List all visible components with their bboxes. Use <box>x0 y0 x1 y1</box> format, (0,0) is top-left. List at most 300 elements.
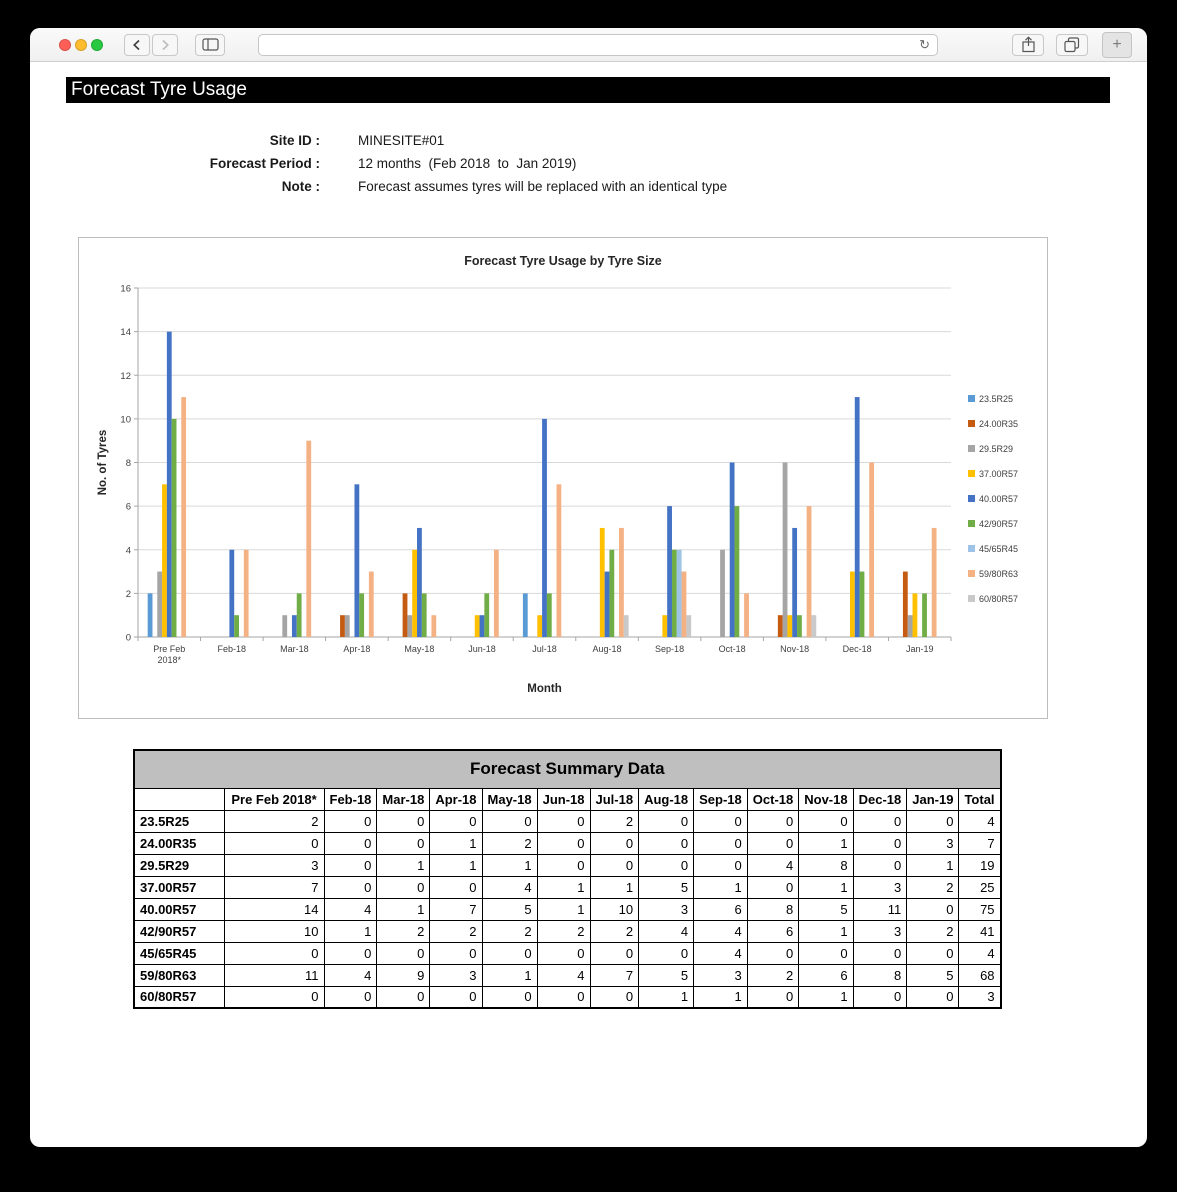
total-cell: 7 <box>959 832 1001 854</box>
svg-text:Apr-18: Apr-18 <box>343 644 371 654</box>
bar <box>403 593 408 637</box>
bar <box>475 615 480 637</box>
value-cell: 5 <box>639 964 694 986</box>
svg-text:8: 8 <box>125 458 131 469</box>
bar <box>547 593 552 637</box>
bar <box>523 593 528 637</box>
bar <box>922 593 927 637</box>
value-cell: 3 <box>639 898 694 920</box>
total-cell: 19 <box>959 854 1001 876</box>
value-cell: 0 <box>430 876 482 898</box>
table-row <box>134 898 1001 920</box>
value-cell: 0 <box>324 876 377 898</box>
column-header: Total <box>959 788 1001 810</box>
bar <box>148 593 153 637</box>
legend-label: 45/65R45 <box>979 544 1019 554</box>
value-cell: 0 <box>482 810 537 832</box>
share-button[interactable] <box>1012 34 1044 56</box>
bar <box>855 397 860 637</box>
value-cell: 0 <box>907 898 959 920</box>
svg-text:2: 2 <box>125 588 131 600</box>
value-cell: 0 <box>853 942 907 964</box>
legend-swatch <box>968 520 975 527</box>
svg-text:6: 6 <box>125 501 131 513</box>
value-cell: 0 <box>482 986 537 1008</box>
value-cell: 3 <box>907 832 959 854</box>
value-cell: 3 <box>694 964 748 986</box>
value-cell: 5 <box>907 964 959 986</box>
value-cell: 4 <box>694 920 748 942</box>
value-cell: 1 <box>799 876 853 898</box>
value-cell: 5 <box>482 898 537 920</box>
value-cell: 2 <box>377 920 430 942</box>
svg-text:2018*: 2018* <box>157 655 182 665</box>
value-cell: 0 <box>537 810 590 832</box>
bar <box>908 615 913 637</box>
legend-swatch <box>968 570 975 577</box>
value-cell: 0 <box>377 986 430 1008</box>
value-cell: 3 <box>853 920 907 942</box>
value-cell: 0 <box>747 810 798 832</box>
value-cell: 0 <box>907 810 959 832</box>
page-content <box>30 77 1147 1009</box>
bar <box>682 572 687 637</box>
value-cell: 0 <box>430 810 482 832</box>
value-cell: 1 <box>799 920 853 942</box>
bar <box>167 332 172 637</box>
back-button[interactable] <box>124 34 150 56</box>
value-cell: 0 <box>639 854 694 876</box>
bar <box>345 615 350 637</box>
value-cell: 0 <box>907 942 959 964</box>
bar <box>605 572 610 637</box>
total-cell: 25 <box>959 876 1001 898</box>
bar <box>542 419 547 637</box>
svg-text:12: 12 <box>120 370 131 382</box>
value-cell: 2 <box>907 876 959 898</box>
share-icon <box>1021 36 1036 53</box>
value-cell: 5 <box>799 898 853 920</box>
legend-label: 29.5R29 <box>979 444 1014 454</box>
bar <box>229 550 234 637</box>
value-cell: 6 <box>799 964 853 986</box>
svg-text:Dec-18: Dec-18 <box>842 644 872 654</box>
value-cell: 0 <box>377 832 430 854</box>
column-header: Pre Feb 2018* <box>224 788 324 810</box>
column-header: Mar-18 <box>377 788 430 810</box>
value-cell: 0 <box>537 832 590 854</box>
bars <box>148 332 937 637</box>
value-cell: 1 <box>590 876 639 898</box>
value-cell: 0 <box>853 854 907 876</box>
chart-title: Forecast Tyre Usage by Tyre Size <box>464 254 662 268</box>
value-cell: 6 <box>694 898 748 920</box>
meta-row-note <box>66 175 1147 198</box>
table-row <box>134 854 1001 876</box>
value-cell: 2 <box>747 964 798 986</box>
value-cell: 0 <box>853 810 907 832</box>
table-row <box>134 986 1001 1008</box>
table-row <box>134 920 1001 942</box>
site-id-label: Site ID : <box>269 133 320 148</box>
value-cell: 0 <box>747 876 798 898</box>
value-cell: 0 <box>853 832 907 854</box>
legend-label: 59/80R63 <box>979 569 1019 579</box>
value-cell: 7 <box>430 898 482 920</box>
refresh-icon[interactable]: ↻ <box>919 37 930 52</box>
value-cell: 0 <box>694 854 748 876</box>
value-cell: 0 <box>799 942 853 964</box>
legend-label: 24.00R35 <box>979 419 1019 429</box>
value-cell: 0 <box>639 810 694 832</box>
bar <box>797 615 802 637</box>
bar <box>619 528 624 637</box>
value-cell: 0 <box>324 942 377 964</box>
forecast-summary-table <box>133 749 1002 1009</box>
value-cell: 0 <box>747 942 798 964</box>
bar <box>735 506 740 637</box>
legend-label: 60/80R57 <box>979 594 1019 604</box>
value-cell: 5 <box>639 876 694 898</box>
bar <box>282 615 287 637</box>
value-cell: 6 <box>747 920 798 942</box>
value-cell: 11 <box>224 964 324 986</box>
value-cell: 2 <box>482 920 537 942</box>
bar <box>667 506 672 637</box>
bar <box>417 528 422 637</box>
browser-window <box>30 28 1147 1147</box>
svg-text:Sep-18: Sep-18 <box>655 644 685 654</box>
meta-row-site-id <box>66 129 1147 152</box>
value-cell: 7 <box>224 876 324 898</box>
bar <box>672 550 677 637</box>
total-cell: 41 <box>959 920 1001 942</box>
row-label: 45/65R45 <box>134 942 224 964</box>
value-cell: 0 <box>853 986 907 1008</box>
legend-swatch <box>968 470 975 477</box>
tabs-overview-button[interactable] <box>1056 34 1088 56</box>
corner-cell <box>134 788 224 810</box>
total-cell: 75 <box>959 898 1001 920</box>
value-cell: 2 <box>907 920 959 942</box>
bar <box>431 615 436 637</box>
value-cell: 4 <box>482 876 537 898</box>
bar <box>181 397 186 637</box>
value-cell: 14 <box>224 898 324 920</box>
value-cell: 0 <box>747 986 798 1008</box>
close-button[interactable] <box>59 39 71 51</box>
forward-chevron-icon <box>160 39 170 51</box>
column-header: Oct-18 <box>747 788 798 810</box>
value-cell: 0 <box>377 810 430 832</box>
minimize-button[interactable] <box>75 39 87 51</box>
value-cell: 0 <box>747 832 798 854</box>
bar <box>244 550 249 637</box>
value-cell: 9 <box>377 964 430 986</box>
value-cell: 0 <box>639 942 694 964</box>
value-cell: 0 <box>377 942 430 964</box>
value-cell: 4 <box>324 898 377 920</box>
zoom-button[interactable] <box>91 39 103 51</box>
value-cell: 4 <box>747 854 798 876</box>
value-cell: 1 <box>537 898 590 920</box>
value-cell: 0 <box>799 810 853 832</box>
note-value: Forecast assumes tyres will be replaced with an identical type <box>358 179 728 194</box>
svg-text:4: 4 <box>125 545 131 557</box>
value-cell: 1 <box>324 920 377 942</box>
address-bar[interactable] <box>258 34 938 56</box>
value-cell: 1 <box>639 986 694 1008</box>
bar <box>744 593 749 637</box>
bar <box>787 615 792 637</box>
total-cell: 4 <box>959 942 1001 964</box>
bar <box>172 419 177 637</box>
svg-text:14: 14 <box>120 327 131 339</box>
svg-text:Feb-18: Feb-18 <box>217 644 247 654</box>
value-cell: 2 <box>224 810 324 832</box>
table-header-row <box>134 788 1001 810</box>
value-cell: 1 <box>907 854 959 876</box>
tabs-icon <box>1064 37 1080 53</box>
value-cell: 3 <box>853 876 907 898</box>
value-cell: 0 <box>537 854 590 876</box>
value-cell: 1 <box>377 898 430 920</box>
value-cell: 8 <box>853 964 907 986</box>
summary-table-title: Forecast Summary Data <box>134 750 1001 788</box>
column-header: Jul-18 <box>590 788 639 810</box>
report-meta <box>66 129 1147 198</box>
value-cell: 0 <box>694 832 748 854</box>
value-cell: 11 <box>853 898 907 920</box>
new-tab-button[interactable]: + <box>1102 32 1132 58</box>
site-id-value: MINESITE#01 <box>358 133 445 148</box>
svg-text:16: 16 <box>120 283 131 295</box>
chart-legend <box>968 394 1018 604</box>
value-cell: 0 <box>694 810 748 832</box>
bar <box>292 615 297 637</box>
column-header: Jun-18 <box>537 788 590 810</box>
value-cell: 0 <box>482 942 537 964</box>
column-header: Nov-18 <box>799 788 853 810</box>
bar <box>412 550 417 637</box>
value-cell: 0 <box>590 942 639 964</box>
x-axis-title: Month <box>527 683 562 695</box>
svg-text:Aug-18: Aug-18 <box>592 644 622 654</box>
bar <box>234 615 239 637</box>
bar <box>340 615 345 637</box>
value-cell: 0 <box>590 832 639 854</box>
traffic-lights <box>59 39 103 51</box>
value-cell: 0 <box>639 832 694 854</box>
table-row <box>134 876 1001 898</box>
bar <box>157 572 162 637</box>
value-cell: 3 <box>224 854 324 876</box>
note-label: Note : <box>281 179 320 194</box>
row-label: 60/80R57 <box>134 986 224 1008</box>
bar <box>778 615 783 637</box>
svg-text:Jan-19: Jan-19 <box>905 644 934 654</box>
legend-swatch <box>968 495 975 502</box>
bar <box>624 615 629 637</box>
bar <box>783 463 788 638</box>
value-cell: 0 <box>324 810 377 832</box>
page-title: Forecast Tyre Usage <box>66 77 1110 103</box>
value-cell: 4 <box>537 964 590 986</box>
svg-text:10: 10 <box>120 414 131 426</box>
bar <box>720 550 725 637</box>
bar <box>869 463 874 638</box>
value-cell: 4 <box>639 920 694 942</box>
value-cell: 4 <box>324 964 377 986</box>
bar <box>557 484 562 637</box>
y-axis-title: No. of Tyres <box>97 429 109 496</box>
value-cell: 1 <box>799 986 853 1008</box>
value-cell: 0 <box>377 876 430 898</box>
sidebar-toggle-button[interactable] <box>195 34 225 56</box>
value-cell: 0 <box>590 986 639 1008</box>
bar <box>422 593 427 637</box>
svg-text:Mar-18: Mar-18 <box>280 644 309 654</box>
value-cell: 7 <box>590 964 639 986</box>
legend-swatch <box>968 395 975 402</box>
bar <box>860 572 865 637</box>
bar <box>811 615 816 637</box>
value-cell: 1 <box>694 986 748 1008</box>
forecast-period-value: 12 months (Feb 2018 to Jan 2019) <box>358 156 577 171</box>
bar <box>306 441 311 637</box>
bar <box>932 528 937 637</box>
bar <box>662 615 667 637</box>
value-cell: 2 <box>482 832 537 854</box>
legend-swatch <box>968 595 975 602</box>
value-cell: 1 <box>430 854 482 876</box>
table-row <box>134 964 1001 986</box>
value-cell: 10 <box>224 920 324 942</box>
legend-swatch <box>968 545 975 552</box>
forecast-period-label: Forecast Period : <box>209 156 320 171</box>
svg-text:Pre Feb: Pre Feb <box>153 644 186 654</box>
row-label: 42/90R57 <box>134 920 224 942</box>
tyre-usage-chart <box>79 238 1047 723</box>
value-cell: 0 <box>430 942 482 964</box>
meta-row-forecast-period <box>66 152 1147 175</box>
value-cell: 0 <box>430 986 482 1008</box>
table-row <box>134 810 1001 832</box>
bar <box>792 528 797 637</box>
column-header: Dec-18 <box>853 788 907 810</box>
bar <box>354 484 359 637</box>
total-cell: 4 <box>959 810 1001 832</box>
bar <box>903 572 908 637</box>
browser-toolbar <box>30 28 1147 62</box>
bar <box>494 550 499 637</box>
value-cell: 1 <box>694 876 748 898</box>
bar <box>686 615 691 637</box>
svg-text:Nov-18: Nov-18 <box>780 644 810 654</box>
value-cell: 1 <box>799 832 853 854</box>
value-cell: 1 <box>482 854 537 876</box>
value-cell: 0 <box>537 942 590 964</box>
table-row <box>134 942 1001 964</box>
svg-text:Jun-18: Jun-18 <box>468 644 496 654</box>
legend-label: 37.00R57 <box>979 469 1019 479</box>
row-label: 40.00R57 <box>134 898 224 920</box>
column-header: May-18 <box>482 788 537 810</box>
svg-text:May-18: May-18 <box>404 644 435 654</box>
legend-swatch <box>968 445 975 452</box>
value-cell: 0 <box>324 832 377 854</box>
value-cell: 2 <box>590 920 639 942</box>
bar <box>369 572 374 637</box>
value-cell: 10 <box>590 898 639 920</box>
legend-swatch <box>968 420 975 427</box>
value-cell: 3 <box>430 964 482 986</box>
bar <box>677 550 682 637</box>
nav-buttons <box>124 34 178 56</box>
row-label: 29.5R29 <box>134 854 224 876</box>
value-cell: 0 <box>324 854 377 876</box>
bar <box>297 593 302 637</box>
value-cell: 1 <box>537 876 590 898</box>
svg-text:Jul-18: Jul-18 <box>532 644 557 654</box>
column-header: Feb-18 <box>324 788 377 810</box>
total-cell: 3 <box>959 986 1001 1008</box>
value-cell: 4 <box>694 942 748 964</box>
value-cell: 2 <box>590 810 639 832</box>
value-cell: 0 <box>907 986 959 1008</box>
row-label: 37.00R57 <box>134 876 224 898</box>
bar <box>730 463 735 638</box>
bar <box>162 484 167 637</box>
back-chevron-icon <box>132 39 142 51</box>
value-cell: 0 <box>224 832 324 854</box>
total-cell: 68 <box>959 964 1001 986</box>
value-cell: 1 <box>377 854 430 876</box>
bar <box>609 550 614 637</box>
table-row <box>134 832 1001 854</box>
svg-text:0: 0 <box>125 632 131 644</box>
column-header: Aug-18 <box>639 788 694 810</box>
column-header: Jan-19 <box>907 788 959 810</box>
value-cell: 1 <box>482 964 537 986</box>
x-axis <box>138 637 951 665</box>
bar <box>913 593 918 637</box>
value-cell: 0 <box>224 942 324 964</box>
bar <box>407 615 412 637</box>
value-cell: 0 <box>224 986 324 1008</box>
column-header: Sep-18 <box>694 788 748 810</box>
bar <box>537 615 542 637</box>
bar <box>600 528 605 637</box>
row-label: 23.5R25 <box>134 810 224 832</box>
value-cell: 1 <box>430 832 482 854</box>
toolbar-right-icons <box>1012 32 1132 58</box>
svg-text:Oct-18: Oct-18 <box>718 644 746 654</box>
value-cell: 0 <box>324 986 377 1008</box>
bar <box>480 615 485 637</box>
bar <box>359 593 364 637</box>
forward-button[interactable] <box>152 34 178 56</box>
legend-label: 42/90R57 <box>979 519 1019 529</box>
value-cell: 2 <box>537 920 590 942</box>
row-label: 24.00R35 <box>134 832 224 854</box>
value-cell: 8 <box>747 898 798 920</box>
value-cell: 2 <box>430 920 482 942</box>
column-header: Apr-18 <box>430 788 482 810</box>
sidebar-icon <box>202 37 219 52</box>
bar <box>484 593 489 637</box>
chart-container <box>78 237 1048 719</box>
